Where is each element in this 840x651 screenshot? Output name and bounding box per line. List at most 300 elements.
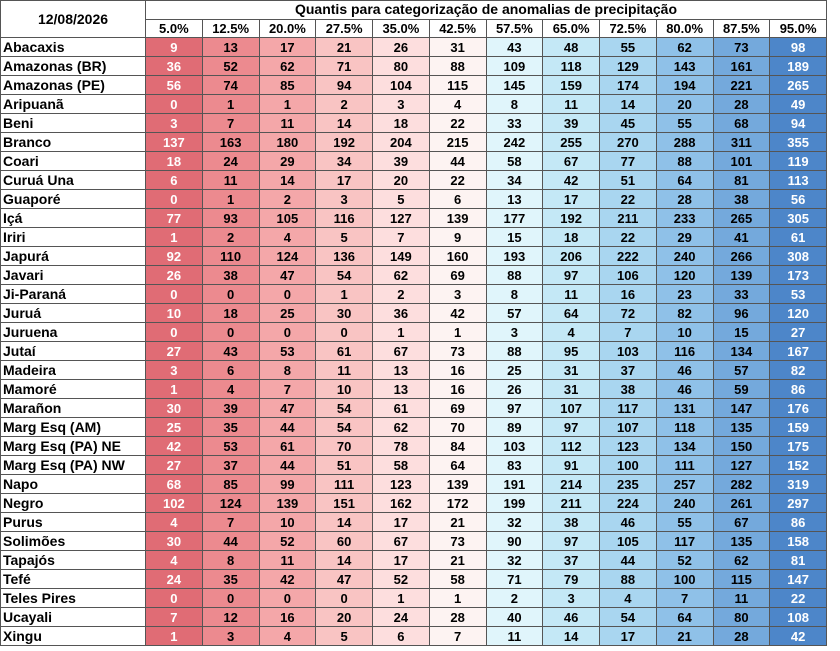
quantile-value: 14 xyxy=(600,95,657,114)
quantile-value: 64 xyxy=(543,304,600,323)
quantile-value: 97 xyxy=(543,532,600,551)
quantile-value: 9 xyxy=(146,38,203,57)
quantile-value: 26 xyxy=(146,266,203,285)
basin-name: Amazonas (PE) xyxy=(1,76,146,95)
quantile-value: 28 xyxy=(713,95,770,114)
quantile-value: 11 xyxy=(486,627,543,646)
quantile-value: 28 xyxy=(429,608,486,627)
quantile-value: 9 xyxy=(429,228,486,247)
quantile-value: 30 xyxy=(316,304,373,323)
quantile-value: 167 xyxy=(770,342,827,361)
quantile-value: 111 xyxy=(316,475,373,494)
table-row xyxy=(1,209,827,228)
quantile-value: 199 xyxy=(486,494,543,513)
table-row xyxy=(1,304,827,323)
table-row xyxy=(1,190,827,209)
quantile-value: 71 xyxy=(486,570,543,589)
quantile-value: 49 xyxy=(770,95,827,114)
quantile-value: 11 xyxy=(713,589,770,608)
quantile-value: 39 xyxy=(202,399,259,418)
quantile-value: 16 xyxy=(429,380,486,399)
basin-name: Napo xyxy=(1,475,146,494)
quantile-value: 261 xyxy=(713,494,770,513)
quantile-value: 124 xyxy=(259,247,316,266)
quantile-value: 53 xyxy=(770,285,827,304)
quantile-value: 0 xyxy=(146,323,203,342)
quantile-value: 0 xyxy=(146,95,203,114)
quantile-value: 8 xyxy=(486,95,543,114)
quantile-value: 35 xyxy=(202,570,259,589)
quantile-value: 10 xyxy=(316,380,373,399)
quantile-value: 120 xyxy=(656,266,713,285)
quantile-value: 46 xyxy=(600,513,657,532)
quantile-header: 12.5% xyxy=(202,19,259,38)
table-row xyxy=(1,285,827,304)
quantile-value: 189 xyxy=(770,57,827,76)
quantile-value: 355 xyxy=(770,133,827,152)
quantile-header: 42.5% xyxy=(429,19,486,38)
table-row xyxy=(1,570,827,589)
quantile-value: 2 xyxy=(259,190,316,209)
quantile-value: 1 xyxy=(146,228,203,247)
quantile-value: 101 xyxy=(713,152,770,171)
table-row xyxy=(1,57,827,76)
quantile-value: 2 xyxy=(486,589,543,608)
quantile-value: 31 xyxy=(543,380,600,399)
quantile-value: 43 xyxy=(486,38,543,57)
quantile-value: 6 xyxy=(202,361,259,380)
quantile-value: 33 xyxy=(486,114,543,133)
basin-name: Negro xyxy=(1,494,146,513)
quantile-value: 46 xyxy=(656,361,713,380)
quantile-value: 100 xyxy=(600,456,657,475)
basin-name: Ucayali xyxy=(1,608,146,627)
table-body xyxy=(1,38,827,646)
quantile-value: 177 xyxy=(486,209,543,228)
basin-name: Solimões xyxy=(1,532,146,551)
quantile-value: 137 xyxy=(146,133,203,152)
table-row xyxy=(1,437,827,456)
quantile-value: 180 xyxy=(259,133,316,152)
quantile-value: 194 xyxy=(656,76,713,95)
quantile-value: 69 xyxy=(429,266,486,285)
quantile-value: 41 xyxy=(713,228,770,247)
quantile-value: 118 xyxy=(543,57,600,76)
quantile-value: 73 xyxy=(713,38,770,57)
quantile-value: 159 xyxy=(543,76,600,95)
quantile-value: 5 xyxy=(316,228,373,247)
quantile-value: 24 xyxy=(202,152,259,171)
quantile-header: 65.0% xyxy=(543,19,600,38)
quantile-value: 53 xyxy=(202,437,259,456)
quantile-value: 1 xyxy=(316,285,373,304)
quantile-value: 39 xyxy=(543,114,600,133)
basin-name: Teles Pires xyxy=(1,589,146,608)
quantile-header: 87.5% xyxy=(713,19,770,38)
quantile-value: 10 xyxy=(146,304,203,323)
quantile-value: 2 xyxy=(373,285,430,304)
quantile-value: 97 xyxy=(543,266,600,285)
quantile-value: 91 xyxy=(543,456,600,475)
quantile-value: 161 xyxy=(713,57,770,76)
quantile-value: 4 xyxy=(146,513,203,532)
quantile-value: 55 xyxy=(600,38,657,57)
quantile-value: 26 xyxy=(373,38,430,57)
quantile-value: 191 xyxy=(486,475,543,494)
quantile-value: 79 xyxy=(543,570,600,589)
quantile-value: 22 xyxy=(429,114,486,133)
quantile-value: 24 xyxy=(373,608,430,627)
quantile-value: 13 xyxy=(373,380,430,399)
quantile-value: 39 xyxy=(373,152,430,171)
quantile-value: 233 xyxy=(656,209,713,228)
quantile-value: 115 xyxy=(713,570,770,589)
quantile-value: 29 xyxy=(259,152,316,171)
quantile-value: 7 xyxy=(656,589,713,608)
quantile-value: 32 xyxy=(486,551,543,570)
quantile-value: 57 xyxy=(713,361,770,380)
quantile-value: 172 xyxy=(429,494,486,513)
quantile-value: 1 xyxy=(202,190,259,209)
quantile-value: 6 xyxy=(146,171,203,190)
quantile-value: 1 xyxy=(146,380,203,399)
quantile-value: 4 xyxy=(429,95,486,114)
quantile-value: 319 xyxy=(770,475,827,494)
quantile-value: 56 xyxy=(146,76,203,95)
quantile-value: 149 xyxy=(373,247,430,266)
quantile-value: 38 xyxy=(543,513,600,532)
quantile-value: 211 xyxy=(600,209,657,228)
quantile-value: 5 xyxy=(316,627,373,646)
quantile-value: 37 xyxy=(202,456,259,475)
basin-name: Madeira xyxy=(1,361,146,380)
quantile-value: 58 xyxy=(429,570,486,589)
quantile-value: 5 xyxy=(373,190,430,209)
quantile-value: 44 xyxy=(429,152,486,171)
quantile-value: 17 xyxy=(316,171,373,190)
basin-name: Coari xyxy=(1,152,146,171)
quantile-value: 118 xyxy=(656,418,713,437)
quantile-value: 42 xyxy=(259,570,316,589)
quantile-value: 18 xyxy=(373,114,430,133)
quantile-value: 265 xyxy=(770,76,827,95)
quantile-value: 8 xyxy=(259,361,316,380)
quantile-value: 42 xyxy=(543,171,600,190)
quantile-value: 11 xyxy=(316,361,373,380)
quantile-value: 143 xyxy=(656,57,713,76)
quantile-value: 60 xyxy=(316,532,373,551)
quantile-value: 175 xyxy=(770,437,827,456)
quantile-value: 70 xyxy=(429,418,486,437)
quantile-value: 93 xyxy=(202,209,259,228)
quantile-value: 20 xyxy=(373,171,430,190)
quantile-value: 257 xyxy=(656,475,713,494)
quantile-value: 62 xyxy=(713,551,770,570)
quantile-value: 95 xyxy=(543,342,600,361)
quantile-value: 109 xyxy=(486,57,543,76)
quantile-value: 97 xyxy=(543,418,600,437)
quantile-value: 159 xyxy=(770,418,827,437)
quantile-value: 46 xyxy=(656,380,713,399)
quantile-value: 88 xyxy=(600,570,657,589)
table-row xyxy=(1,456,827,475)
quantile-value: 18 xyxy=(146,152,203,171)
quantile-value: 43 xyxy=(202,342,259,361)
quantile-value: 92 xyxy=(146,247,203,266)
quantile-value: 83 xyxy=(486,456,543,475)
quantile-value: 127 xyxy=(373,209,430,228)
quantile-value: 45 xyxy=(600,114,657,133)
quantile-value: 0 xyxy=(259,323,316,342)
quantile-value: 240 xyxy=(656,494,713,513)
quantile-value: 86 xyxy=(770,380,827,399)
basin-name: Curuá Una xyxy=(1,171,146,190)
quantile-value: 77 xyxy=(146,209,203,228)
quantile-value: 110 xyxy=(202,247,259,266)
quantile-value: 2 xyxy=(316,95,373,114)
quantile-value: 3 xyxy=(486,323,543,342)
quantile-value: 145 xyxy=(486,76,543,95)
quantile-value: 48 xyxy=(543,38,600,57)
quantile-value: 25 xyxy=(146,418,203,437)
quantile-value: 22 xyxy=(600,190,657,209)
basin-name: Beni xyxy=(1,114,146,133)
quantile-value: 11 xyxy=(259,551,316,570)
quantile-value: 58 xyxy=(486,152,543,171)
quantile-value: 4 xyxy=(600,589,657,608)
quantile-value: 3 xyxy=(316,190,373,209)
quantile-value: 42 xyxy=(770,627,827,646)
quantile-value: 204 xyxy=(373,133,430,152)
quantile-value: 25 xyxy=(259,304,316,323)
quantile-value: 134 xyxy=(713,342,770,361)
quantile-value: 8 xyxy=(202,551,259,570)
quantile-value: 54 xyxy=(316,266,373,285)
quantile-value: 135 xyxy=(713,418,770,437)
quantile-value: 308 xyxy=(770,247,827,266)
quantile-value: 56 xyxy=(770,190,827,209)
quantile-value: 3 xyxy=(543,589,600,608)
quantile-value: 107 xyxy=(543,399,600,418)
quantile-value: 44 xyxy=(600,551,657,570)
quantile-value: 81 xyxy=(713,171,770,190)
basin-name: Marg Esq (AM) xyxy=(1,418,146,437)
quantile-value: 64 xyxy=(656,608,713,627)
quantile-value: 160 xyxy=(429,247,486,266)
quantile-value: 16 xyxy=(429,361,486,380)
basin-name: Javari xyxy=(1,266,146,285)
quantile-header: 80.0% xyxy=(656,19,713,38)
quantile-value: 0 xyxy=(146,190,203,209)
quantile-value: 139 xyxy=(259,494,316,513)
quantile-value: 21 xyxy=(429,551,486,570)
quantile-value: 3 xyxy=(146,114,203,133)
quantile-value: 0 xyxy=(316,589,373,608)
quantile-value: 6 xyxy=(429,190,486,209)
quantile-value: 158 xyxy=(770,532,827,551)
quantile-value: 13 xyxy=(373,361,430,380)
quantile-value: 20 xyxy=(316,608,373,627)
basin-name: Marañon xyxy=(1,399,146,418)
quantile-value: 61 xyxy=(373,399,430,418)
table-row xyxy=(1,228,827,247)
quantile-value: 20 xyxy=(656,95,713,114)
quantile-value: 7 xyxy=(202,513,259,532)
quantile-value: 68 xyxy=(146,475,203,494)
quantile-value: 4 xyxy=(543,323,600,342)
quantile-value: 54 xyxy=(316,418,373,437)
quantile-value: 14 xyxy=(316,114,373,133)
quantile-value: 22 xyxy=(770,589,827,608)
table-title: Quantis para categorização de anomalias de precipitação xyxy=(146,1,827,20)
table-row xyxy=(1,247,827,266)
quantile-value: 1 xyxy=(429,589,486,608)
quantile-value: 73 xyxy=(429,342,486,361)
quantile-value: 15 xyxy=(486,228,543,247)
basin-name: Xingu xyxy=(1,627,146,646)
quantile-value: 14 xyxy=(259,171,316,190)
table-row xyxy=(1,513,827,532)
quantile-value: 55 xyxy=(656,114,713,133)
quantile-value: 0 xyxy=(146,589,203,608)
table-row xyxy=(1,418,827,437)
quantile-value: 31 xyxy=(429,38,486,57)
quantile-value: 1 xyxy=(202,95,259,114)
quantile-value: 86 xyxy=(770,513,827,532)
quantile-value: 82 xyxy=(770,361,827,380)
quantile-value: 62 xyxy=(656,38,713,57)
quantile-value: 47 xyxy=(316,570,373,589)
quantile-value: 270 xyxy=(600,133,657,152)
quantile-value: 64 xyxy=(429,456,486,475)
basin-name: Marg Esq (PA) NE xyxy=(1,437,146,456)
basin-name: Içá xyxy=(1,209,146,228)
quantile-value: 38 xyxy=(202,266,259,285)
quantile-value: 7 xyxy=(202,114,259,133)
quantile-value: 193 xyxy=(486,247,543,266)
quantile-value: 30 xyxy=(146,399,203,418)
quantile-value: 36 xyxy=(373,304,430,323)
quantile-value: 33 xyxy=(713,285,770,304)
quantile-value: 22 xyxy=(600,228,657,247)
quantile-value: 30 xyxy=(146,532,203,551)
quantile-value: 163 xyxy=(202,133,259,152)
table-row xyxy=(1,266,827,285)
quantile-header: 5.0% xyxy=(146,19,203,38)
quantile-value: 21 xyxy=(656,627,713,646)
quantile-value: 15 xyxy=(713,323,770,342)
quantile-value: 123 xyxy=(600,437,657,456)
quantile-value: 31 xyxy=(543,361,600,380)
quantile-value: 0 xyxy=(202,323,259,342)
quantile-value: 77 xyxy=(600,152,657,171)
quantile-value: 97 xyxy=(486,399,543,418)
basin-name: Tefé xyxy=(1,570,146,589)
quantile-value: 13 xyxy=(202,38,259,57)
quantile-value: 4 xyxy=(259,228,316,247)
quantile-header: 27.5% xyxy=(316,19,373,38)
quantile-value: 54 xyxy=(316,399,373,418)
quantile-value: 58 xyxy=(373,456,430,475)
quantile-value: 103 xyxy=(486,437,543,456)
quantile-value: 98 xyxy=(770,38,827,57)
quantile-value: 266 xyxy=(713,247,770,266)
quantile-value: 94 xyxy=(770,114,827,133)
quantile-value: 111 xyxy=(656,456,713,475)
basin-name: Mamoré xyxy=(1,380,146,399)
quantile-value: 224 xyxy=(600,494,657,513)
quantile-value: 305 xyxy=(770,209,827,228)
quantile-value: 88 xyxy=(429,57,486,76)
quantile-value: 18 xyxy=(543,228,600,247)
quantile-value: 21 xyxy=(429,513,486,532)
quantile-value: 105 xyxy=(600,532,657,551)
quantile-value: 54 xyxy=(600,608,657,627)
table-row xyxy=(1,114,827,133)
quantile-header: 95.0% xyxy=(770,19,827,38)
quantile-value: 85 xyxy=(202,475,259,494)
quantile-value: 27 xyxy=(146,342,203,361)
date-cell: 12/08/2026 xyxy=(1,1,146,38)
quantile-value: 12 xyxy=(202,608,259,627)
quantile-value: 115 xyxy=(429,76,486,95)
quantile-value: 80 xyxy=(373,57,430,76)
quantile-value: 61 xyxy=(316,342,373,361)
quantile-value: 88 xyxy=(486,342,543,361)
quantile-value: 134 xyxy=(656,437,713,456)
quantile-value: 282 xyxy=(713,475,770,494)
quantile-value: 139 xyxy=(429,209,486,228)
quantile-value: 64 xyxy=(656,171,713,190)
quantile-value: 44 xyxy=(202,532,259,551)
quantile-header: 20.0% xyxy=(259,19,316,38)
quantile-value: 85 xyxy=(259,76,316,95)
basin-name: Juruena xyxy=(1,323,146,342)
quantile-value: 78 xyxy=(373,437,430,456)
basin-name: Jutaí xyxy=(1,342,146,361)
quantile-value: 29 xyxy=(656,228,713,247)
quantile-value: 67 xyxy=(543,152,600,171)
quantile-value: 288 xyxy=(656,133,713,152)
table-row xyxy=(1,38,827,57)
quantile-value: 4 xyxy=(202,380,259,399)
quantile-value: 67 xyxy=(713,513,770,532)
quantile-value: 222 xyxy=(600,247,657,266)
quantile-value: 16 xyxy=(259,608,316,627)
quantile-value: 116 xyxy=(316,209,373,228)
quantile-value: 14 xyxy=(543,627,600,646)
quantile-value: 47 xyxy=(259,266,316,285)
quantile-value: 27 xyxy=(770,323,827,342)
table-row xyxy=(1,95,827,114)
quantile-value: 214 xyxy=(543,475,600,494)
table-row xyxy=(1,361,827,380)
quantile-value: 61 xyxy=(770,228,827,247)
quantile-value: 90 xyxy=(486,532,543,551)
quantile-value: 89 xyxy=(486,418,543,437)
quantile-value: 23 xyxy=(656,285,713,304)
quantile-value: 117 xyxy=(600,399,657,418)
quantile-value: 147 xyxy=(770,570,827,589)
quantile-value: 38 xyxy=(713,190,770,209)
quantile-value: 7 xyxy=(373,228,430,247)
quantile-value: 96 xyxy=(713,304,770,323)
quantile-value: 37 xyxy=(543,551,600,570)
quantile-value: 108 xyxy=(770,608,827,627)
quantile-value: 37 xyxy=(600,361,657,380)
quantile-value: 105 xyxy=(259,209,316,228)
quantile-value: 22 xyxy=(429,171,486,190)
